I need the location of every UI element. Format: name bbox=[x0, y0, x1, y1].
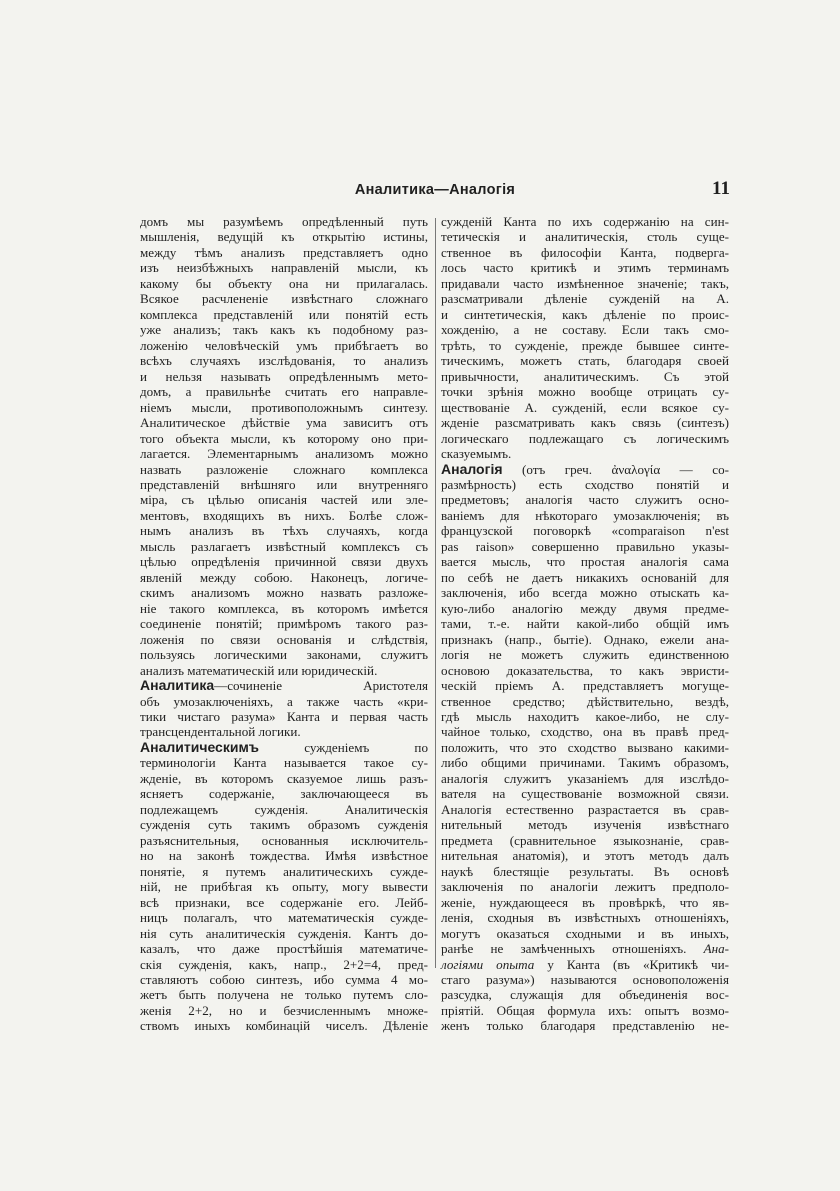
running-title: Аналитика—Аналогія bbox=[354, 182, 516, 198]
text-line: признакъ (напр., бытіе). Однако, ежели ана- bbox=[441, 631, 729, 647]
text-line: назвать разложеніе сложнаго комплекса bbox=[140, 461, 428, 477]
text-line: ственное въ философіи Канта, подверга- bbox=[441, 244, 729, 260]
italic-term: Ана- bbox=[703, 941, 729, 957]
entry-first-line bbox=[441, 462, 729, 477]
left-column bbox=[140, 214, 428, 1034]
text-line: вателя на существованіе возможной связи. bbox=[441, 786, 729, 802]
entry-analiticheskim bbox=[140, 740, 428, 1034]
text-line: гдѣ мысль находитъ какое-либо, не слу- bbox=[441, 709, 729, 724]
text-line: явленій между собою. Наконецъ, логиче- bbox=[140, 569, 428, 585]
text-line: ческій пріемъ А. представляетъ могуще- bbox=[441, 678, 729, 694]
text-line: цѣлью опредѣленія причинной связи двухъ bbox=[140, 554, 428, 570]
text-line: женія 2+2, но и безчисленнымъ множе- bbox=[140, 1002, 428, 1018]
text-line: жденіе, въ которомъ сказуемое лишь разъ- bbox=[140, 770, 428, 786]
text-line: сказуемымъ. bbox=[441, 446, 512, 462]
right-column bbox=[441, 214, 729, 1034]
text-line: мысль разлагаетъ извѣстный комплексъ съ bbox=[140, 538, 428, 554]
text-line: но на законѣ тождества. Имѣя извѣстное bbox=[140, 848, 428, 864]
text-line: французской поговоркѣ «comparaison n'est bbox=[441, 523, 729, 539]
text-line: всѣ признаки, все содержаніе его. Лейб- bbox=[140, 894, 428, 910]
text-line: стаго разума») называются основоположенія bbox=[441, 971, 729, 987]
text-line: придавали часто измѣненное значеніе; такъ, bbox=[441, 275, 729, 291]
text-line: логіями опыта у Канта (въ «Критикѣ чи- bbox=[441, 956, 729, 972]
text-line: того объекта мысли, къ которому оно при- bbox=[140, 430, 428, 446]
text-line: нительная анатомія), и этотъ методъ далъ bbox=[441, 848, 729, 864]
text-line: размѣрность) есть сходство понятій и bbox=[441, 476, 729, 492]
text-line: ранѣе не замѣченныхъ отношеніяхъ. Ана- bbox=[441, 941, 729, 957]
text-line: объ умозаключеніяхъ, а также часть «кри- bbox=[140, 693, 428, 709]
paragraph-analiz-continued bbox=[140, 214, 428, 678]
entry-text: сужденіемъ по bbox=[304, 739, 428, 755]
text-line: соединеніе понятій; примѣромъ такого раз- bbox=[140, 616, 428, 632]
paragraph-analitika-continued bbox=[441, 214, 729, 462]
text-line: скимъ анализомъ можно назвать разложе- bbox=[140, 585, 428, 601]
text-line: скія сужденія, какъ, напр., 2+2=4, пред- bbox=[140, 956, 428, 972]
text-line: подлежащемъ сужденія. Аналитическія bbox=[140, 801, 428, 817]
text-line: и синтетическія, какъ дѣленіе по проис- bbox=[441, 306, 729, 322]
text-line: уже анализъ; такъ какъ къ подобному раз- bbox=[140, 322, 428, 338]
text-line: изъ неизбѣжныхъ направленій мысли, къ bbox=[140, 260, 428, 276]
text-line: нительный методъ изученія извѣстнаго bbox=[441, 817, 729, 833]
text-line: положить, что это сходство вызвано какими- bbox=[441, 739, 729, 755]
text-line: всѣхъ случаяхъ изслѣдованія, то анализъ bbox=[140, 353, 428, 369]
entry-text: —сочиненіе Аристотеля bbox=[214, 678, 428, 694]
text-line: ленія, сходныя въ извѣстныхъ отношеніяхъ, bbox=[441, 910, 729, 926]
text-line: представленій внѣшняго или внутренняго bbox=[140, 476, 428, 492]
text-line: ственное средство; дѣйствительно, вездѣ, bbox=[441, 693, 729, 709]
text-line: привычности, аналитическимъ. Съ этой bbox=[441, 368, 729, 384]
text-line: pas raison» совершенно правильно указы- bbox=[441, 538, 729, 554]
text-line: разсудка, служащія для объединенія вос- bbox=[441, 987, 729, 1003]
entry-analogia bbox=[441, 462, 729, 1034]
text-line: женъ только благодаря представленію не- bbox=[441, 1018, 729, 1034]
text-line: ствомъ иныхъ комбинацій чиселъ. Дѣленіе bbox=[140, 1018, 428, 1034]
text-line: нымъ анализъ въ тѣхъ случаяхъ, когда bbox=[140, 523, 428, 539]
entry-term: Аналитическимъ bbox=[140, 738, 260, 755]
text-line: лось часто критикѣ и этимъ терминамъ bbox=[441, 260, 729, 276]
text-line: Аналогія естественно разрастается въ срав- bbox=[441, 801, 729, 817]
text-line: ясняетъ содержаніе, заключающееся въ bbox=[140, 786, 428, 802]
entry-first-line bbox=[140, 678, 428, 693]
entry-text: (отъ греч. ἀναλογία — со- bbox=[522, 461, 729, 477]
text-line: ваніемъ для нѣкотораго умозаключенія; въ bbox=[441, 507, 729, 523]
text-line: Всякое расчлененіе извѣстнаго сложнаго bbox=[140, 291, 428, 307]
text-line: тами, т.-е. найти какой-либо общій имъ bbox=[441, 616, 729, 632]
text-line: казалъ, что даже простѣйшія математиче- bbox=[140, 941, 428, 957]
text-line: трѣть, то сужденіе, прежде бывшее синте- bbox=[441, 337, 729, 353]
text-line: домъ, а правильнѣе считать его направле- bbox=[140, 384, 428, 400]
entry-term: Аналогія bbox=[441, 460, 503, 477]
text-line: могутъ оказаться сходными и въ иныхъ, bbox=[441, 925, 729, 941]
text-line: сужденій Канта по ихъ содержанію на син- bbox=[441, 214, 729, 229]
text-line: либо общими причинами. Такимъ образомъ, bbox=[441, 755, 729, 771]
page-number: 11 bbox=[712, 178, 730, 199]
column-divider bbox=[435, 218, 436, 968]
entry-first-line bbox=[140, 740, 428, 755]
text-line: ставляютъ собою синтезъ, ибо сумма 4 мо- bbox=[140, 971, 428, 987]
text-line: заключенія по аналогіи лежитъ предполо- bbox=[441, 879, 729, 895]
text-line: комплекса представленій или понятій есть bbox=[140, 306, 428, 322]
text-line: мышленія, ведущій къ открытію истины, bbox=[140, 229, 428, 245]
text-line: разсматривали дѣленіе сужденій на А. bbox=[441, 291, 729, 307]
text-line: ложенія по связи основанія и слѣдствія, bbox=[140, 631, 428, 647]
text-line: тическимъ, можетъ стать, благодаря своей bbox=[441, 353, 729, 369]
text-line: ложенію человѣческій умъ прибѣгаетъ во bbox=[140, 337, 428, 353]
text-line: и нельзя называть опредѣленнымъ мето- bbox=[140, 368, 428, 384]
text-line: между тѣмъ анализъ представляетъ одно bbox=[140, 244, 428, 260]
text-line: аналогія служитъ указаніемъ для изслѣдо- bbox=[441, 770, 729, 786]
text-line: ній, не прибѣгая къ опыту, могу вывести bbox=[140, 879, 428, 895]
text-line: жденіе разсматривать какъ связь (синтезъ) bbox=[441, 415, 729, 431]
text-line: точки зрѣнія можно вообще отрицать су- bbox=[441, 384, 729, 400]
text-line: тетическія и аналитическія, столь суще- bbox=[441, 229, 729, 245]
text-line: трансцендентальной логики. bbox=[140, 724, 301, 740]
text-line: Аналитическое дѣйствіе ума зависитъ отъ bbox=[140, 415, 428, 431]
page-header bbox=[140, 178, 730, 206]
text-line: вается мысль, что простая аналогія сама bbox=[441, 554, 729, 570]
text-line: чайное только, сходство, она въ правѣ пред- bbox=[441, 724, 729, 740]
text-line: лагается. Элементарнымъ анализомъ можно bbox=[140, 446, 428, 462]
text-line: сужденія суть такимъ образомъ сужденія bbox=[140, 817, 428, 833]
text-line: пользуясь логическими законами, служитъ bbox=[140, 647, 428, 663]
text-line: заключенія, ибо всегда можно отыскать ка- bbox=[441, 585, 729, 601]
entry-term: Аналитика bbox=[140, 677, 215, 694]
text-line: кую-либо аналогію между двумя предме- bbox=[441, 600, 729, 616]
text-line: пріятій. Общая формула ихъ: опытъ возмо- bbox=[441, 1002, 729, 1018]
text-line: женіе, нуждающееся въ провѣркѣ, что яв- bbox=[441, 894, 729, 910]
text-line: по себѣ не даетъ никакихъ основаній для bbox=[441, 569, 729, 585]
text-line: предметовъ; аналогія часто служитъ осно- bbox=[441, 492, 729, 508]
text-line: ницъ полагалъ, что математическія сужде- bbox=[140, 910, 428, 926]
text-line: хожденію, а не составу. Если такъ смо- bbox=[441, 322, 729, 338]
italic-term: логіями опыта bbox=[441, 956, 535, 972]
text-line: разъяснительныя, основанныя исключитель- bbox=[140, 832, 428, 848]
text-line: нія суть аналитическія сужденія. Кантъ до- bbox=[140, 925, 428, 941]
text-line: какому бы объекту она ни прилагалась. bbox=[140, 275, 428, 291]
text-line: ніе такого комплекса, въ которомъ имѣется bbox=[140, 600, 428, 616]
text-line: тики чистаго разума» Канта и первая часть bbox=[140, 709, 428, 724]
text-line: ществованіе А. сужденій, если всякое су- bbox=[441, 399, 729, 415]
text-line: предмета (сравнительное языкознаніе, срав- bbox=[441, 832, 729, 848]
text-line: міра, съ цѣлью описанія частей или эле- bbox=[140, 492, 428, 508]
text-line: основою доказательства, то какъ эвристи- bbox=[441, 662, 729, 678]
text-line: ніемъ мысли, противоположнымъ синтезу. bbox=[140, 399, 428, 415]
text-line: понятіе, я путемъ аналитическихъ сужде- bbox=[140, 863, 428, 879]
text-line: домъ мы разумѣемъ опредѣленный путь bbox=[140, 214, 428, 229]
text-line: ментовъ, входящихъ въ нихъ. Болѣе слож- bbox=[140, 507, 428, 523]
text-line: жетъ быть получена не только путемъ сло- bbox=[140, 987, 428, 1003]
text-line: логія не можетъ служить единственною bbox=[441, 647, 729, 663]
text-line: логическаго подлежащаго съ логическимъ bbox=[441, 430, 729, 446]
text-line: наукѣ блестящіе результаты. Въ основѣ bbox=[441, 863, 729, 879]
entry-analitika bbox=[140, 678, 428, 740]
text-line: анализъ математическій или юридическій. bbox=[140, 662, 378, 678]
text-line: терминологіи Канта называется такое су- bbox=[140, 755, 428, 771]
